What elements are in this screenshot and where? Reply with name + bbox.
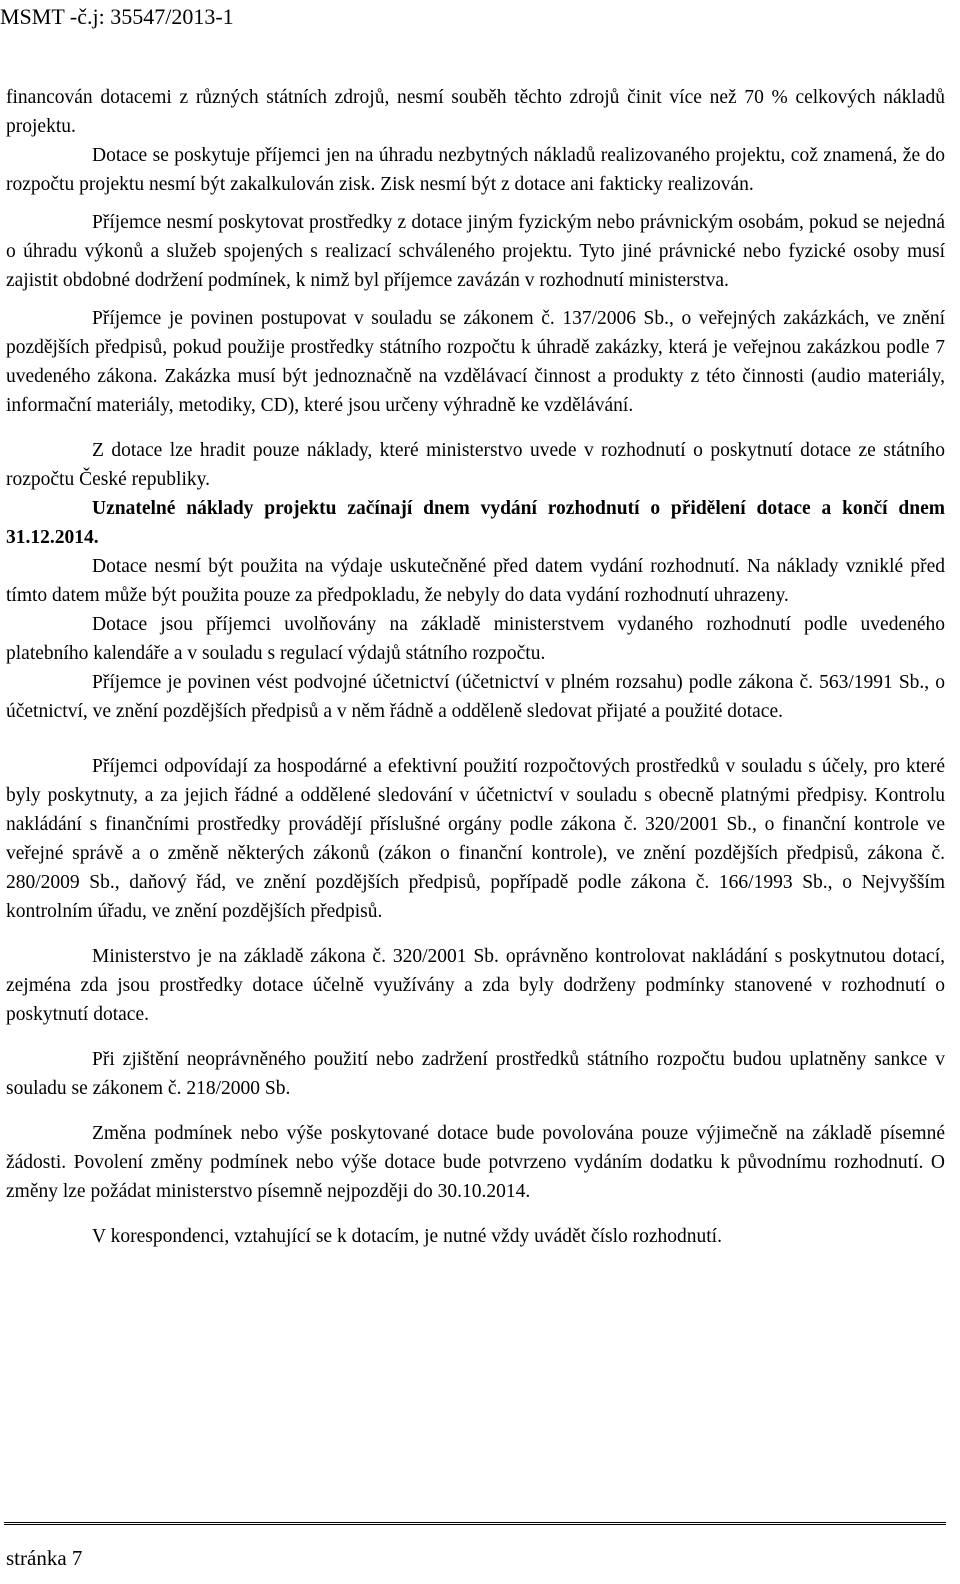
paragraph-third-parties: Příjemce nesmí poskytovat prostředky z dotace jiným fyzickým nebo právnickým osobám, pokud se nejedná o úhradu výkonů a služeb spojených s realizací schváleného projektu. Tyto jiné právnické nebo fyzické osoby musí zajistit obdobné dodržení podmínek, k nimž byl příjemce zavázán v rozhodnutí ministerstva.: [6, 212, 945, 291]
paragraph-ministry-control: Ministerstvo je na základě zákona č. 320/2001 Sb. oprávněno kontrolovat nakládání s poskytnutou dotací, zejména zda jsou prostředky dotace účelně využívány a zda byly dodrženy podmínky stanovené v rozhodnutí o poskytnutí dotace.: [6, 946, 945, 1025]
paragraph-correspondence: V korespondenci, vztahující se k dotacím, je nutné vždy uvádět číslo rozhodnutí.: [92, 1226, 722, 1247]
document-reference-header: MSMT -č.j: 35547/2013-1: [0, 4, 234, 29]
page-number: stránka 7: [6, 1546, 83, 1570]
paragraph-changes: Změna podmínek nebo výše poskytované dotace bude povolována pouze výjimečně na základě písemné žádosti. Povolení změny podmínek nebo výše dotace bude potvrzeno vydáním dodatku k původnímu rozhodnutí. O změny lze požádat ministerstvo písemně nejpozději do 30.10.2014.: [6, 1123, 945, 1202]
paragraph-profit: Dotace se poskytuje příjemci jen na úhradu nezbytných nákladů realizovaného projektu, což znamená, že do rozpočtu projektu nesmí být zakalkulován zisk. Zisk nesmí být z dotace ani fakticky realizován.: [6, 145, 945, 195]
paragraph-payment-release: Dotace jsou příjemci uvolňovány na základě ministerstvem vydaného rozhodnutí podle uvedeného platebního kalendáře a v souladu s regulací výdajů státního rozpočtu.: [6, 614, 945, 664]
paragraph-cofinancing: financován dotacemi z různých státních zdrojů, nesmí souběh těchto zdrojů činit více než 70 % celkových nákladů projektu.: [6, 87, 945, 137]
paragraph-accounting: Příjemce je povinen vést podvojné účetnictví (účetnictví v plném rozsahu) podle zákona č. 563/1991 Sb., o účetnictví, ve znění pozdějších předpisů a v něm řádně a odděleně sledovat přijaté a použité dotace.: [6, 672, 945, 722]
footer-divider: [4, 1522, 946, 1525]
paragraph-eligibility-period: Uznatelné náklady projektu začínají dnem vydání rozhodnutí o přidělení dotace a končí dnem 31.12.2014.: [6, 498, 945, 548]
paragraph-eligible-costs: Z dotace lze hradit pouze náklady, které ministerstvo uvede v rozhodnutí o poskytnutí dotace ze státního rozpočtu České republiky.: [6, 440, 945, 490]
paragraph-sanctions: Při zjištění neoprávněného použití nebo zadržení prostředků státního rozpočtu budou uplatněny sankce v souladu se zákonem č. 218/2000 Sb.: [6, 1049, 945, 1099]
paragraph-prior-expenses: Dotace nesmí být použita na výdaje uskutečněné před datem vydání rozhodnutí. Na náklady vzniklé před tímto datem může být použita pouze za předpokladu, že nebyly do data vydání rozhodnutí uhrazeny.: [6, 556, 945, 606]
paragraph-public-procurement: Příjemce je povinen postupovat v souladu se zákonem č. 137/2006 Sb., o veřejných zakázkách, ve znění pozdějších předpisů, pokud použije prostředky státního rozpočtu k úhradě zakázky, která je veřejnou zakázkou podle 7 uvedeného zákona. Zakázka musí být jednoznačně na vzdělávací činnost a produkty z této činnosti (audio materiály, informační materiály, metodiky, CD), které jsou určeny výhradně ke vzdělávání.: [6, 308, 945, 416]
paragraph-responsibility: Příjemci odpovídají za hospodárné a efektivní použití rozpočtových prostředků v souladu s účely, pro které byly poskytnuty, a za jejich řádné a oddělené sledování v účetnictví v souladu s obecně platnými předpisy. Kontrolu nakládání s finančními prostředky provádějí příslušné orgány podle zákona č. 320/2001 Sb., o finanční kontrole ve veřejné správě a o změně některých zákonů (zákon o finanční kontrole), ve znění pozdějších předpisů, zákona č. 280/2009 Sb., daňový řád, ve znění pozdějších předpisů, popřípadě podle zákona č. 166/1993 Sb., o Nejvyšším kontrolním úřadu, ve znění pozdějších předpisů.: [6, 756, 945, 922]
document-body: [6, 83, 945, 1251]
